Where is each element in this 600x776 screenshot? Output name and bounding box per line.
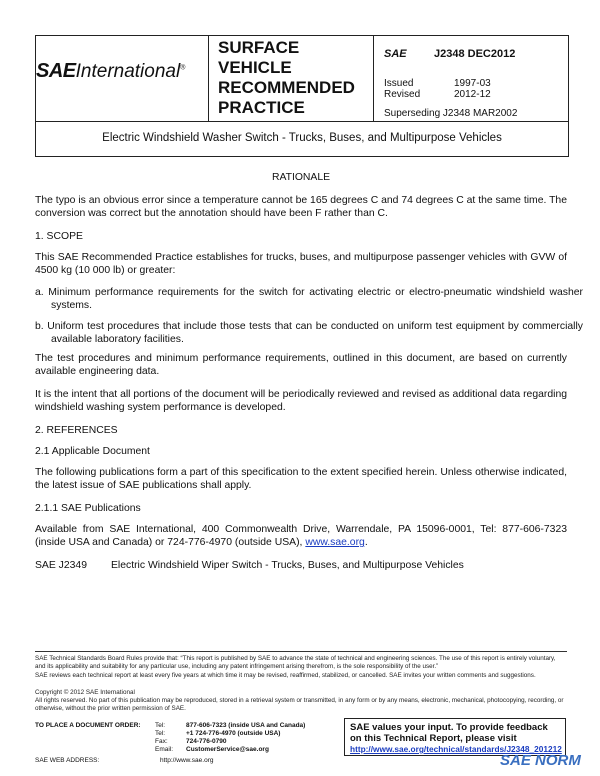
reference-item (35, 559, 567, 572)
reference-title: Electric Windshield Wiper Switch - Trucks, Buses, and Multipurpose Vehicles (111, 560, 464, 571)
intent-paragraph: It is the intent that all portions of the document will be periodically reviewed and revised as additional data regarding windshield washing system performance is developed. (35, 389, 567, 413)
order-web-label: SAE WEB ADDRESS: (35, 757, 100, 764)
order-web[interactable]: http://www.sae.org (160, 757, 214, 764)
revised-label: Revised (384, 89, 421, 100)
references-heading: 2. REFERENCES (35, 425, 118, 436)
issued-label: Issued (384, 78, 414, 89)
feedback-link[interactable]: http://www.sae.org/technical/standards/J2348_201212 (350, 744, 562, 754)
doc-type-line: RECOMMENDED (218, 78, 355, 97)
footer-rights: All rights reserved. No part of this publication may be reproduced, stored in a retrieval system or transmitted, in any form or by any means, electronic, mechanical, photocopying, recording, or otherwise, without the prior written permission of SAE. (35, 697, 564, 712)
sae-international-logo (36, 60, 208, 83)
footer-board-rules: SAE Technical Standards Board Rules provide that: “This report is published by SAE to advance the state of technical and engineering sciences. The use of this report is entirely voluntary, and its applicability and suitability for any particular use, including any patent infringement arising therefrom, is the sole responsibility of the user.” (35, 655, 556, 670)
period: . (364, 537, 368, 548)
scope-heading: 1. SCOPE (35, 231, 83, 242)
sae-website-link[interactable]: www.sae.org (305, 537, 365, 548)
superseding-note: Superseding J2348 MAR2002 (384, 108, 518, 119)
tests-paragraph: The test procedures and minimum performance requirements, outlined in this document, are based on currently available engineering data. (35, 353, 567, 377)
logo-sae-text: SAE (36, 60, 76, 82)
section-2-1-heading: 2.1 Applicable Document (35, 446, 150, 457)
order-tel1-label: Tel: (155, 722, 166, 729)
document-number: J2348 DEC2012 (434, 48, 516, 60)
watermark-logo: SAE NORM (500, 752, 581, 769)
header-divider (373, 36, 374, 121)
scope-item-b: b. Uniform test procedures that include those tests that can be conducted on uniform test equipment by commercially available laboratory facilities. (35, 321, 583, 345)
doc-type-line: SURFACE (218, 38, 300, 57)
rationale-text: The typo is an obvious error since a temperature cannot be 165 degrees C and 74 degrees C at the same time. The conversion was correct but the annotation should have been F rather than C. (35, 195, 567, 219)
footer-rule (35, 651, 567, 652)
order-tel1: 877-606-7323 (inside USA and Canada) (186, 722, 306, 729)
order-email[interactable]: CustomerService@sae.org (186, 746, 269, 753)
order-fax: 724-776-0790 (186, 738, 227, 745)
sae-small-logo: SAE (384, 48, 407, 60)
order-heading: TO PLACE A DOCUMENT ORDER: (35, 722, 141, 729)
section-2-1-text: The following publications form a part of this specification to the extent specified herein. Unless otherwise indicated, the latest issue of SAE publications shall apply. (35, 467, 567, 491)
scope-item-a: a. Minimum performance requirements for the switch for activating electric or electro-pneumatic windshield washer systems. (35, 287, 583, 311)
section-2-1-1-heading: 2.1.1 SAE Publications (35, 503, 141, 514)
scope-text: This SAE Recommended Practice establishes for trucks, buses, and multipurpose passenger vehicles with GVW of 4500 kg (10 000 lb) or greater: (35, 252, 567, 276)
feedback-line: SAE values your input. To provide feedback (350, 722, 548, 733)
doc-type-line: VEHICLE (218, 58, 292, 77)
issued-value: 1997-03 (454, 78, 491, 89)
rationale-heading: RATIONALE (271, 172, 331, 183)
reference-code: SAE J2349 (35, 560, 87, 571)
section-2-1-1-text (35, 523, 567, 549)
footer-copyright: Copyright © 2012 SAE International (35, 689, 135, 696)
logo-international-text: International (75, 61, 181, 82)
order-tel2-label: Tel: (155, 730, 166, 737)
document-title: Electric Windshield Washer Switch - Trucks, Buses, and Multipurpose Vehicles (35, 120, 569, 157)
document-type (218, 38, 355, 118)
doc-type-line: PRACTICE (218, 98, 305, 117)
document-header (35, 35, 569, 122)
order-fax-label: Fax: (155, 738, 168, 745)
order-tel2: +1 724-776-4970 (outside USA) (186, 730, 281, 737)
availability-text: Available from SAE International, 400 Commonwealth Drive, Warrendale, PA 15096-0001, Tel: 877-606-7323 (inside USA and Canada) or 724-776-4970 (outside USA), (35, 524, 567, 548)
feedback-line: on this Technical Report, please visit (350, 733, 517, 744)
order-email-label: Email: (155, 746, 174, 753)
header-divider (208, 36, 209, 121)
registered-mark: ® (180, 64, 186, 72)
revised-value: 2012-12 (454, 89, 491, 100)
feedback-box (344, 718, 566, 756)
footer-review-note: SAE reviews each technical report at least every five years at which time it may be revised, reaffirmed, stabilized, or cancelled. SAE invites your written comments and suggestions. (35, 672, 536, 679)
